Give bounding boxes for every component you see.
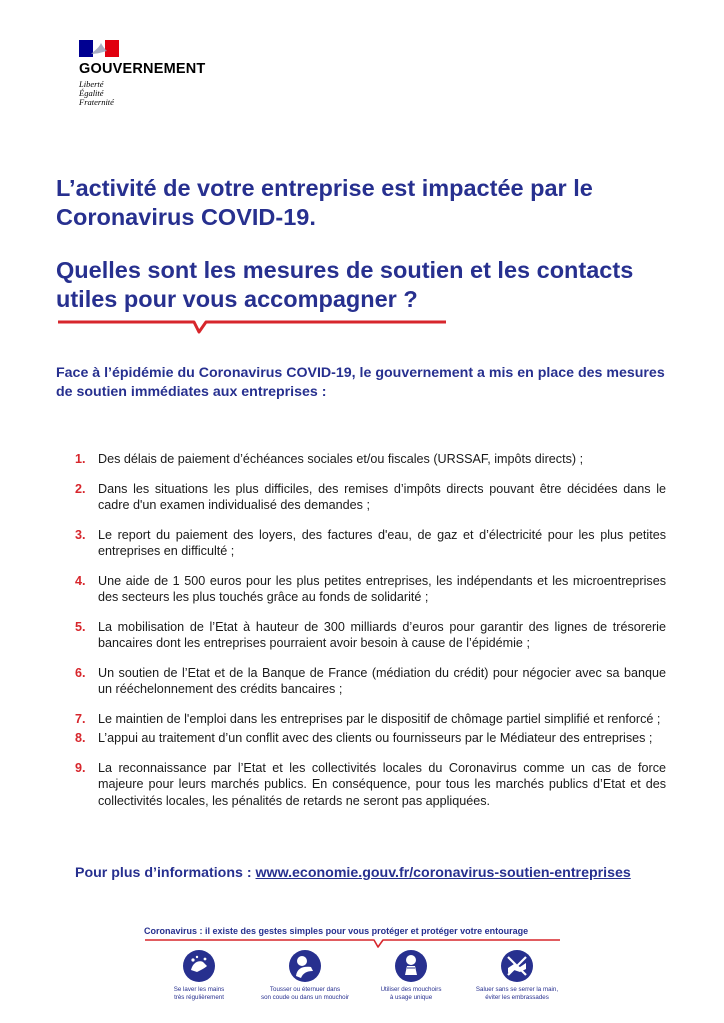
motto-egalite: Égalité — [79, 88, 104, 98]
list-item-text: Une aide de 1 500 euros pour les plus petites entreprises, les indépendants et les microentreprises des secteurs les plus touchés grâce au fonds de solidarité ; — [98, 573, 666, 604]
list-item-text: Des délais de paiement d’échéances sociales et/ou fiscales (URSSAF, impôts directs) ; — [98, 452, 584, 466]
gesture-cough-elbow — [250, 948, 360, 1001]
list-item-number: 8. — [75, 731, 86, 745]
page-title: L’activité de votre entreprise est impactée par le Coronavirus COVID-19. — [56, 175, 593, 230]
list-item-number: 9. — [75, 760, 86, 775]
list-item-number: 6. — [75, 665, 86, 680]
more-info — [75, 865, 631, 881]
page-subtitle: Quelles sont les mesures de soutien et les contacts utiles pour vous accompagner ? — [56, 257, 634, 312]
list-item-text: La reconnaissance par l’Etat et les collectivités locales du Coronavirus comme un cas de force majeure pour leurs marchés publics. En conséquence, pour tous les marchés publics d’Etat et des collectivités locales, les pénalités de retards ne seront pas appliquées. — [98, 760, 666, 808]
list-item — [70, 711, 666, 728]
motto-fraternite: Fraternité — [79, 97, 114, 107]
gesture-no-handshake — [462, 948, 572, 1001]
tissue-icon — [393, 948, 429, 984]
list-item-number: 1. — [75, 452, 86, 466]
gesture-tissue — [356, 948, 466, 1001]
list-item-text: Le maintien de l'emploi dans les entreprises par le dispositif de chômage partiel simplifié et renforcé ; — [98, 711, 661, 726]
gesture-caption-line2: son coude ou dans un mouchoir — [260, 993, 350, 1001]
cough-elbow-icon — [287, 948, 323, 984]
list-item-text: Un soutien de l’Etat et de la Banque de France (médiation du crédit) pour négocier avec sa banque un rééchelonnement des crédits bancaires ; — [98, 665, 666, 696]
list-item-number: 5. — [75, 619, 86, 634]
list-item-text: L’appui au traitement d’un conflit avec des clients ou fournisseurs par le Médiateur des entreprises ; — [98, 731, 653, 745]
gesture-caption-line2: éviter les embrassades — [485, 993, 549, 1001]
government-wordmark: GOUVERNEMENT — [79, 61, 206, 77]
motto — [79, 80, 239, 107]
intro-text: Face à l’épidémie du Coronavirus COVID-19, le gouvernement a mis en place des mesures de soutien immédiates aux entreprises : — [56, 365, 665, 400]
gesture-caption-line1: Se laver les mains — [173, 986, 225, 993]
list-item — [70, 481, 666, 514]
list-item-number: 2. — [75, 481, 86, 496]
measures-list — [70, 451, 666, 809]
list-item — [70, 527, 666, 560]
list-item-text: Le report du paiement des loyers, des factures d'eau, de gaz et d’électricité pour les plus petites entreprises en difficulté ; — [98, 527, 666, 558]
list-item — [70, 730, 666, 747]
wash-hands-icon — [181, 948, 217, 984]
more-info-label: Pour plus d’informations : — [75, 865, 252, 881]
gesture-caption-line1: Tousser ou éternuer dans — [269, 986, 341, 993]
barrier-gestures-title: Coronavirus : il existe des gestes simples pour vous protéger et protéger votre entourage — [144, 926, 529, 936]
motto-liberte: Liberté — [79, 79, 104, 89]
list-item-number: 4. — [75, 573, 86, 588]
barrier-gestures — [144, 948, 574, 1018]
banner-underline-decoration — [144, 935, 562, 949]
gesture-caption-line1: Utiliser des mouchoirs — [380, 986, 442, 993]
marianne-flag-icon — [79, 40, 119, 57]
gesture-caption-line1: Saluer sans se serrer la main, — [475, 986, 559, 993]
list-item — [70, 451, 666, 468]
list-item — [70, 573, 666, 606]
list-item — [70, 619, 666, 652]
more-info-link[interactable]: www.economie.gouv.fr/coronavirus-soutien-entreprises — [255, 865, 631, 881]
no-handshake-icon — [499, 948, 535, 984]
list-item — [70, 760, 666, 810]
list-item-number: 3. — [75, 527, 86, 542]
list-item — [70, 665, 666, 698]
speech-underline-decoration — [56, 314, 448, 334]
government-logo — [79, 40, 239, 107]
list-item-text: Dans les situations les plus difficiles, des remises d’impôts directs pouvant être décidées dans le cadre d'un examen individualisé des demandes ; — [98, 481, 666, 512]
gesture-wash-hands — [144, 948, 254, 1001]
list-item-text: La mobilisation de l’Etat à hauteur de 300 milliards d’euros pour garantir des lignes de trésorerie bancaires dont les entreprises pourraient avoir besoin à cause de l’épidémie ; — [98, 619, 666, 650]
gesture-caption-line2: très régulièrement — [174, 993, 224, 1001]
list-item-number: 7. — [75, 711, 86, 726]
gesture-caption-line2: à usage unique — [389, 993, 433, 1001]
